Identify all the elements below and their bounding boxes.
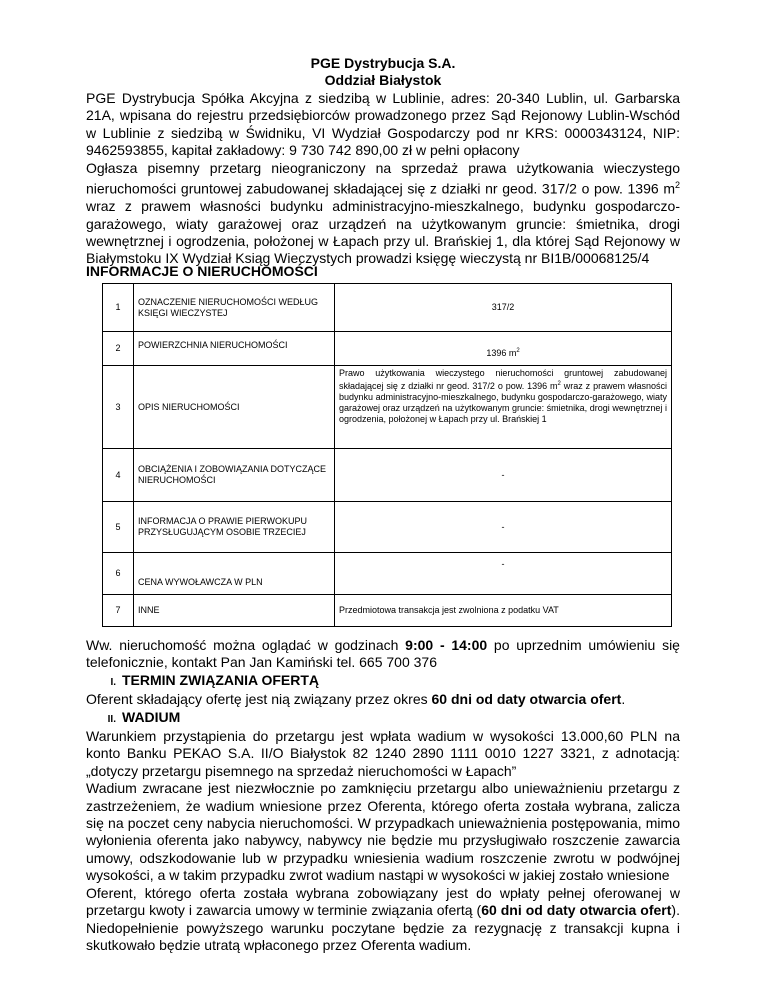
superscript: 2 [674, 180, 680, 191]
viewing-hours: 9:00 - 14:00 [405, 637, 488, 653]
row-number: 6 [103, 553, 134, 595]
deposit-paragraph-3 [86, 885, 680, 955]
deposit-paragraph-1: Warunkiem przystąpienia do przetargu jest wpłata wadium w wysokości 13.000,60 PLN na konto Banku PEKAO S.A. II/O Białystok 82 1240 2890 1111 0010 1227 3321, z adnotacją: „dotyczy przetargu pisemnego na sprzedaż nieruchomości w Łapach” [86, 728, 680, 779]
section-title: TERMIN ZWIĄZANIA OFERTĄ [122, 671, 320, 688]
terms-section [86, 637, 680, 954]
branch-title: Oddział Białystok [324, 72, 442, 89]
table-row [103, 502, 672, 553]
property-info-table [102, 283, 672, 627]
deposit-text-bold: 60 dni od daty otwarcia ofert [481, 902, 672, 919]
row-value: 317/2 [335, 284, 672, 332]
superscript: 2 [557, 381, 561, 387]
table-row [103, 284, 672, 332]
row-value: - [335, 449, 672, 502]
row-label: OZNACZENIE NIERUCHOMOŚCI WEDŁUG KSIĘGI WIECZYSTEJ [134, 284, 335, 332]
viewing-info [86, 637, 680, 672]
announcement-text-a: Ogłasza pisemny przetarg nieograniczony na sprzedaż prawa użytkowania wieczystego nieruchomości gruntowej zabudowanej składającej się z działki nr geod. 317/2 o pow. 1396 m [86, 159, 680, 197]
row-number: 7 [103, 595, 134, 627]
section-number: II. [107, 713, 116, 725]
table-row [103, 553, 672, 595]
announcement [86, 160, 680, 268]
intro [86, 90, 680, 268]
row-number: 3 [103, 366, 134, 449]
section-heading-offer-validity [86, 672, 680, 691]
row-label: INFORMACJA O PRAWIE PIERWOKUPU PRZYSŁUGUJĄCYM OSOBIE TRZECIEJ [134, 502, 335, 553]
row-value: - [335, 553, 672, 595]
row-number: 1 [103, 284, 134, 332]
row-label: POWIERZCHNIA NIERUCHOMOŚCI [134, 332, 335, 366]
area-value: 1396 m [486, 348, 517, 358]
section-title: WADIUM [122, 708, 181, 725]
deposit-paragraph-2: Wadium zwracane jest niezwłocznie po zamknięciu przetargu albo unieważnieniu przetargu z zastrzeżeniem, że wadium wniesione przez Oferenta, którego oferta została wybrana, zalicza się na poczet ceny nabycia nieruchomości. W przypadkach unieważnienia postępowania, mimo wyłonienia oferenta jako nabywcy, nabywcy nie będzie mu przysługiwało roszczenie zawarcia umowy, odszkodowanie lub w przypadku wniesienia wadium roszczenie zwrotu w podwójnej wysokości, a w takim przypadku zwrot wadium nastąpi w wysokości w jakiej zostało wniesione [86, 780, 680, 884]
row-label: OBCIĄŻENIA I ZOBOWIĄZANIA DOTYCZĄCE NIERUCHOMOŚCI [134, 449, 335, 502]
offer-validity-text [86, 691, 680, 708]
company-description: PGE Dystrybucja Spółka Akcyjna z siedzibą w Lublinie, adres: 20-340 Lublin, ul. Garbarska 21A, wpisana do rejestru przedsiębiorców prowadzonego przez Sąd Rejonowy Lublin-Wschód w Lublinie z siedzibą w Świdniku, VI Wydział Gospodarczy pod nr KRS: 0000343124, NIP: 9462593855, kapitał zakładowy: 9 730 742 890,00 zł w pełni opłacony [86, 90, 680, 159]
description-text-b: wraz z prawem własności budynku administracyjno-mieszkalnego, budynku gospodarczo-garażowego, wiaty garażowej oraz urządzeń na użytkowanym gruncie: śmietnika, drogi wewnętrznej i ogrodzenia, położonej w Łapach przy ul. Brańskiej 1 [339, 381, 667, 424]
section-number: I. [110, 676, 116, 688]
header [86, 55, 680, 90]
table-row [103, 332, 672, 366]
row-number: 4 [103, 449, 134, 502]
deposit-text-b: ). Niedopełnienie powyższego warunku poczytane będzie za rezygnację z transakcji kupna i skutkowało będzie utratą wpłaconego przez Oferenta wadium. [86, 902, 680, 953]
description-text-a: Prawo użytkowania wieczystego nieruchomości gruntowej zabudowanej składającej się z działki nr geod. 317/2 o pow. 1396 m [339, 368, 667, 391]
table-row [103, 449, 672, 502]
company-title: PGE Dystrybucja S.A. [310, 55, 456, 71]
row-label: INNE [134, 595, 335, 627]
section-heading-deposit [86, 709, 680, 728]
row-value: Przedmiotowa transakcja jest zwolniona z podatku VAT [335, 595, 672, 627]
table-row [103, 595, 672, 627]
row-value: - [335, 502, 672, 553]
row-value [335, 366, 672, 449]
row-value [335, 332, 672, 366]
row-number: 5 [103, 502, 134, 553]
row-number: 2 [103, 332, 134, 366]
table-row [103, 366, 672, 449]
row-label: OPIS NIERUCHOMOŚCI [134, 366, 335, 449]
offer-text-bold: 60 dni od daty otwarcia ofert [431, 691, 622, 708]
info-section-title: INFORMACJE O NIERUCHOMOŚCI [86, 263, 318, 279]
superscript: 2 [516, 348, 520, 354]
row-label: CENA WYWOŁAWCZA W PLN [134, 553, 335, 595]
announcement-text-b: wraz z prawem własności budynku administracyjno-mieszkalnego, budynku gospodarczo-garażowego, wiaty garażowej oraz urządzeń na użytkowanym gruncie: śmietnika, drogi wewnętrznej i ogrodzenia, położonej w Łapach przy ul. Brańskiej 1, dla której Sąd Rejonowy w Białymstoku IX Wydział Ksiąg Wieczystych prowadzi księgę wieczystą nr BI1B/00068125/4 [86, 198, 680, 267]
viewing-text-b: po uprzednim umówieniu się telefonicznie, kontakt Pan Jan Kamiński tel. 665 700 376 [86, 637, 680, 671]
deposit-text-a: Oferent, którego oferta została wybrana zobowiązany jest do wpłaty pełnej oferowanej w przetargu kwoty i zawarcia umowy w terminie związania ofertą ( [86, 884, 680, 919]
offer-text-b: . [621, 691, 626, 708]
viewing-text-a: Ww. nieruchomość można oglądać w godzinach [86, 637, 406, 653]
offer-text-a: Oferent składający ofertę jest nią związany przez okres [86, 691, 432, 708]
